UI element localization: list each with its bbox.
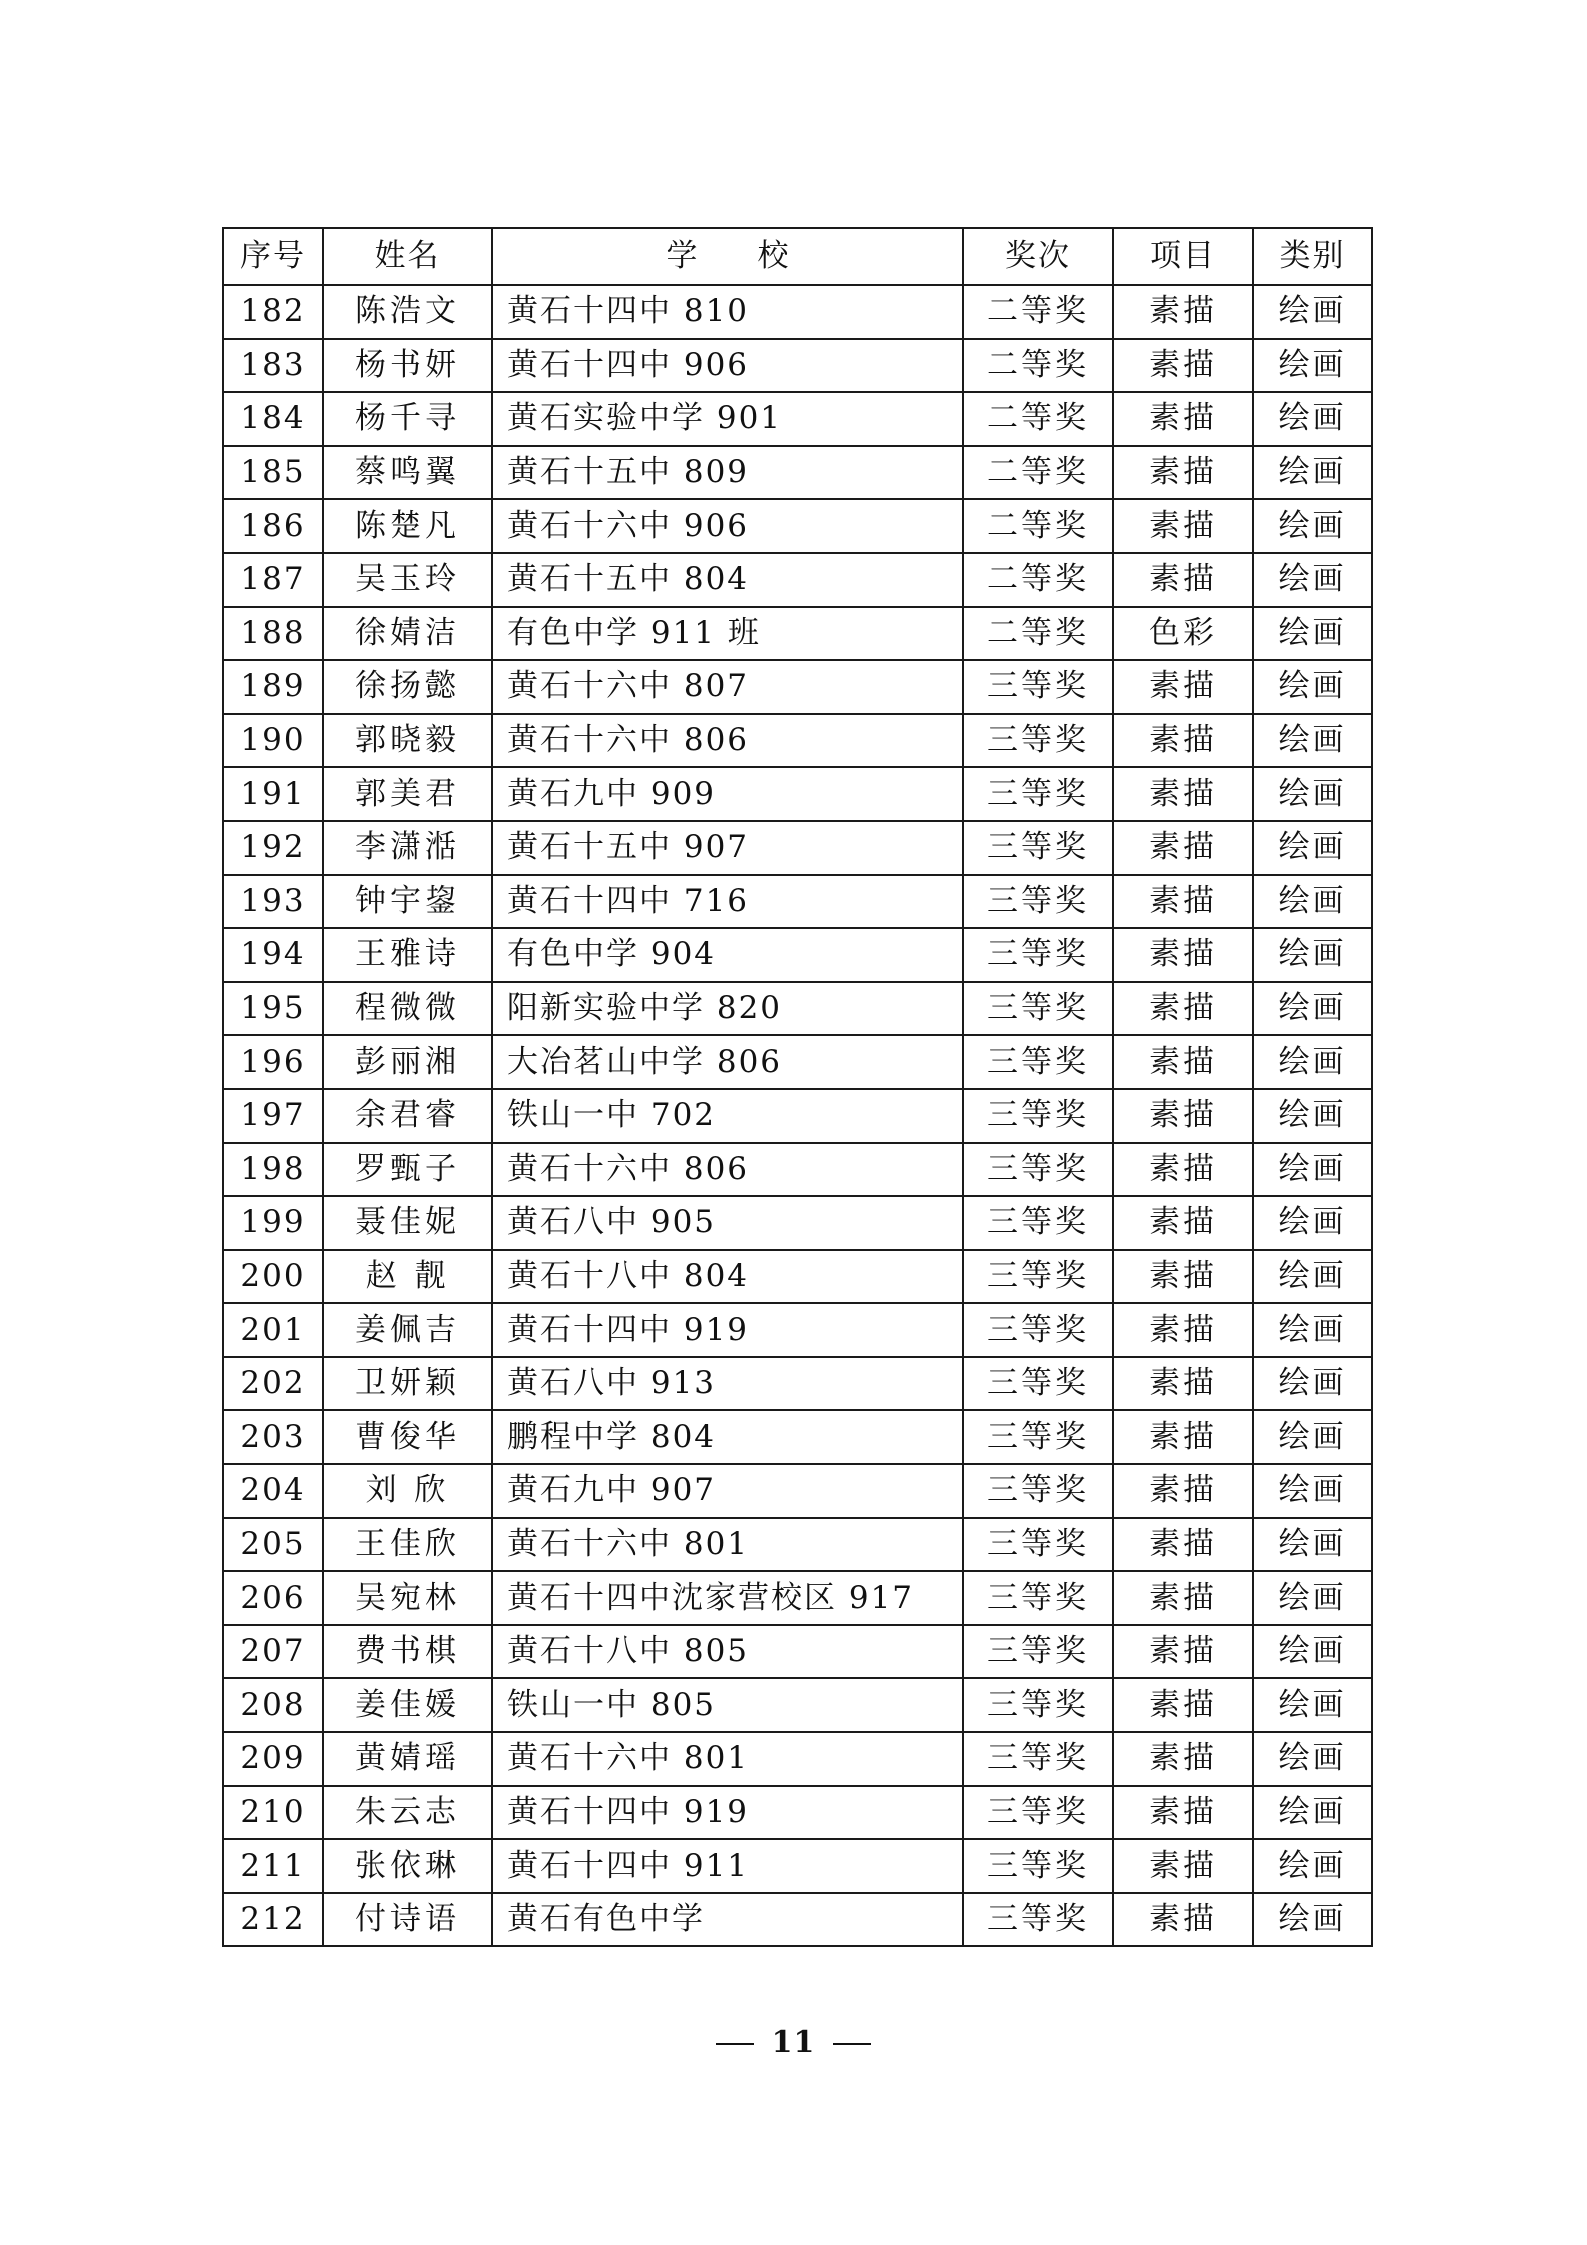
cell-category: 绘画 — [1253, 1893, 1372, 1947]
cell-item: 素描 — [1113, 553, 1253, 607]
cell-no: 196 — [223, 1035, 323, 1089]
cell-category: 绘画 — [1253, 1464, 1372, 1518]
cell-item: 素描 — [1113, 1035, 1253, 1089]
cell-category: 绘画 — [1253, 1303, 1372, 1357]
cell-name: 徐扬懿 — [323, 660, 492, 714]
cell-no: 206 — [223, 1571, 323, 1625]
cell-name: 徐婧洁 — [323, 607, 492, 661]
cell-no: 202 — [223, 1357, 323, 1411]
cell-school: 黄石十四中 906 — [492, 339, 963, 393]
table-header-row — [223, 228, 1372, 285]
table-row — [223, 1464, 1372, 1518]
cell-school: 黄石十五中 809 — [492, 446, 963, 500]
cell-category: 绘画 — [1253, 660, 1372, 714]
cell-name: 王雅诗 — [323, 928, 492, 982]
cell-award: 二等奖 — [963, 339, 1113, 393]
cell-name: 卫妍颖 — [323, 1357, 492, 1411]
cell-award: 三等奖 — [963, 1143, 1113, 1197]
cell-no: 209 — [223, 1732, 323, 1786]
cell-name: 陈浩文 — [323, 285, 492, 339]
cell-school: 黄石十四中 911 — [492, 1839, 963, 1893]
header-award: 奖次 — [963, 228, 1113, 285]
cell-category: 绘画 — [1253, 875, 1372, 929]
cell-no: 194 — [223, 928, 323, 982]
cell-name: 朱云志 — [323, 1786, 492, 1840]
cell-school: 黄石八中 905 — [492, 1196, 963, 1250]
cell-item: 素描 — [1113, 714, 1253, 768]
page-number — [0, 2025, 1587, 2060]
cell-no: 204 — [223, 1464, 323, 1518]
cell-no: 188 — [223, 607, 323, 661]
page-dash-right — [833, 2043, 871, 2045]
table-row — [223, 1839, 1372, 1893]
cell-item: 素描 — [1113, 982, 1253, 1036]
header-category: 类别 — [1253, 228, 1372, 285]
cell-category: 绘画 — [1253, 553, 1372, 607]
table-row — [223, 499, 1372, 553]
cell-category: 绘画 — [1253, 1732, 1372, 1786]
cell-no: 187 — [223, 553, 323, 607]
cell-name: 郭美君 — [323, 767, 492, 821]
cell-no: 198 — [223, 1143, 323, 1197]
cell-name: 程微微 — [323, 982, 492, 1036]
cell-school: 大冶茗山中学 806 — [492, 1035, 963, 1089]
cell-item: 素描 — [1113, 1250, 1253, 1304]
cell-school: 有色中学 904 — [492, 928, 963, 982]
cell-no: 200 — [223, 1250, 323, 1304]
table-row — [223, 1732, 1372, 1786]
cell-name: 郭晓毅 — [323, 714, 492, 768]
table-row — [223, 607, 1372, 661]
cell-category: 绘画 — [1253, 446, 1372, 500]
cell-item: 素描 — [1113, 767, 1253, 821]
cell-name: 刘 欣 — [323, 1464, 492, 1518]
cell-item: 素描 — [1113, 1089, 1253, 1143]
cell-school: 黄石十四中 919 — [492, 1303, 963, 1357]
table-row — [223, 875, 1372, 929]
cell-name: 李潇湉 — [323, 821, 492, 875]
cell-item: 素描 — [1113, 1464, 1253, 1518]
cell-item: 素描 — [1113, 821, 1253, 875]
cell-category: 绘画 — [1253, 714, 1372, 768]
cell-item: 素描 — [1113, 1678, 1253, 1732]
cell-category: 绘画 — [1253, 392, 1372, 446]
cell-award: 三等奖 — [963, 1571, 1113, 1625]
cell-award: 三等奖 — [963, 982, 1113, 1036]
cell-award: 三等奖 — [963, 875, 1113, 929]
cell-name: 钟宇鋆 — [323, 875, 492, 929]
cell-category: 绘画 — [1253, 1143, 1372, 1197]
cell-category: 绘画 — [1253, 1678, 1372, 1732]
cell-no: 211 — [223, 1839, 323, 1893]
cell-award: 三等奖 — [963, 767, 1113, 821]
cell-no: 205 — [223, 1518, 323, 1572]
table-row — [223, 982, 1372, 1036]
table-row — [223, 392, 1372, 446]
cell-award: 三等奖 — [963, 1089, 1113, 1143]
cell-name: 吴玉玲 — [323, 553, 492, 607]
cell-name: 杨书妍 — [323, 339, 492, 393]
cell-name: 赵 靓 — [323, 1250, 492, 1304]
cell-school: 黄石九中 909 — [492, 767, 963, 821]
cell-item: 素描 — [1113, 1196, 1253, 1250]
cell-name: 黄婧瑶 — [323, 1732, 492, 1786]
table-body — [223, 285, 1372, 1946]
cell-school: 黄石十六中 807 — [492, 660, 963, 714]
table-row — [223, 1143, 1372, 1197]
cell-category: 绘画 — [1253, 1786, 1372, 1840]
cell-name: 蔡鸣翼 — [323, 446, 492, 500]
cell-award: 三等奖 — [963, 1678, 1113, 1732]
cell-school: 黄石实验中学 901 — [492, 392, 963, 446]
cell-award: 三等奖 — [963, 1518, 1113, 1572]
cell-school: 黄石十五中 907 — [492, 821, 963, 875]
table-row — [223, 1250, 1372, 1304]
award-table — [222, 227, 1373, 1947]
header-name: 姓名 — [323, 228, 492, 285]
cell-item: 素描 — [1113, 1839, 1253, 1893]
cell-item: 素描 — [1113, 1357, 1253, 1411]
cell-item: 素描 — [1113, 660, 1253, 714]
cell-school: 黄石十五中 804 — [492, 553, 963, 607]
cell-name: 聂佳妮 — [323, 1196, 492, 1250]
cell-name: 彭丽湘 — [323, 1035, 492, 1089]
cell-name: 王佳欣 — [323, 1518, 492, 1572]
table-row — [223, 1518, 1372, 1572]
cell-no: 182 — [223, 285, 323, 339]
table-row — [223, 767, 1372, 821]
table-row — [223, 1678, 1372, 1732]
cell-no: 190 — [223, 714, 323, 768]
cell-school: 鹏程中学 804 — [492, 1410, 963, 1464]
cell-no: 201 — [223, 1303, 323, 1357]
cell-school: 黄石有色中学 — [492, 1893, 963, 1947]
cell-award: 二等奖 — [963, 607, 1113, 661]
cell-award: 三等奖 — [963, 1196, 1113, 1250]
cell-category: 绘画 — [1253, 1839, 1372, 1893]
cell-award: 三等奖 — [963, 1839, 1113, 1893]
page-number-text: 11 — [771, 2025, 816, 2060]
cell-category: 绘画 — [1253, 339, 1372, 393]
header-no: 序号 — [223, 228, 323, 285]
table-row — [223, 1893, 1372, 1947]
cell-school: 黄石十四中 810 — [492, 285, 963, 339]
cell-category: 绘画 — [1253, 1196, 1372, 1250]
cell-no: 208 — [223, 1678, 323, 1732]
cell-award: 三等奖 — [963, 1893, 1113, 1947]
cell-item: 素描 — [1113, 499, 1253, 553]
table-row — [223, 1089, 1372, 1143]
cell-school: 黄石九中 907 — [492, 1464, 963, 1518]
cell-category: 绘画 — [1253, 1571, 1372, 1625]
cell-school: 黄石十四中 919 — [492, 1786, 963, 1840]
page-dash-left — [716, 2043, 754, 2045]
cell-award: 二等奖 — [963, 392, 1113, 446]
cell-award: 三等奖 — [963, 714, 1113, 768]
cell-name: 陈楚凡 — [323, 499, 492, 553]
table-row — [223, 446, 1372, 500]
cell-category: 绘画 — [1253, 982, 1372, 1036]
cell-school: 黄石十六中 801 — [492, 1518, 963, 1572]
cell-no: 191 — [223, 767, 323, 821]
cell-name: 姜佳媛 — [323, 1678, 492, 1732]
cell-award: 三等奖 — [963, 1786, 1113, 1840]
cell-item: 素描 — [1113, 1143, 1253, 1197]
cell-no: 199 — [223, 1196, 323, 1250]
table-row — [223, 660, 1372, 714]
cell-school: 黄石十四中 716 — [492, 875, 963, 929]
cell-category: 绘画 — [1253, 499, 1372, 553]
cell-category: 绘画 — [1253, 821, 1372, 875]
cell-name: 余君睿 — [323, 1089, 492, 1143]
cell-school: 黄石十八中 805 — [492, 1625, 963, 1679]
cell-no: 212 — [223, 1893, 323, 1947]
cell-award: 三等奖 — [963, 821, 1113, 875]
cell-item: 素描 — [1113, 1786, 1253, 1840]
cell-no: 184 — [223, 392, 323, 446]
cell-school: 铁山一中 805 — [492, 1678, 963, 1732]
table-row — [223, 714, 1372, 768]
cell-award: 三等奖 — [963, 1464, 1113, 1518]
table-row — [223, 1625, 1372, 1679]
table-row — [223, 1357, 1372, 1411]
cell-award: 三等奖 — [963, 1410, 1113, 1464]
table-row — [223, 1410, 1372, 1464]
cell-no: 207 — [223, 1625, 323, 1679]
cell-award: 三等奖 — [963, 1625, 1113, 1679]
cell-award: 二等奖 — [963, 553, 1113, 607]
cell-item: 素描 — [1113, 339, 1253, 393]
cell-name: 付诗语 — [323, 1893, 492, 1947]
table-row — [223, 928, 1372, 982]
cell-item: 素描 — [1113, 1625, 1253, 1679]
cell-name: 杨千寻 — [323, 392, 492, 446]
cell-no: 195 — [223, 982, 323, 1036]
cell-item: 素描 — [1113, 1893, 1253, 1947]
cell-no: 183 — [223, 339, 323, 393]
cell-name: 费书棋 — [323, 1625, 492, 1679]
cell-no: 189 — [223, 660, 323, 714]
cell-school: 阳新实验中学 820 — [492, 982, 963, 1036]
cell-category: 绘画 — [1253, 1357, 1372, 1411]
cell-name: 曹俊华 — [323, 1410, 492, 1464]
cell-school: 黄石十六中 801 — [492, 1732, 963, 1786]
cell-school: 黄石十六中 806 — [492, 714, 963, 768]
cell-no: 193 — [223, 875, 323, 929]
cell-award: 三等奖 — [963, 928, 1113, 982]
cell-award: 二等奖 — [963, 446, 1113, 500]
cell-school: 黄石八中 913 — [492, 1357, 963, 1411]
cell-award: 二等奖 — [963, 285, 1113, 339]
table-row — [223, 553, 1372, 607]
cell-no: 210 — [223, 1786, 323, 1840]
cell-school: 黄石十六中 806 — [492, 1143, 963, 1197]
header-school: 学校 — [492, 228, 963, 285]
cell-school: 黄石十八中 804 — [492, 1250, 963, 1304]
cell-category: 绘画 — [1253, 928, 1372, 982]
cell-item: 素描 — [1113, 1732, 1253, 1786]
cell-category: 绘画 — [1253, 1518, 1372, 1572]
cell-item: 素描 — [1113, 1518, 1253, 1572]
cell-name: 吴宛林 — [323, 1571, 492, 1625]
table-row — [223, 1571, 1372, 1625]
cell-item: 素描 — [1113, 1303, 1253, 1357]
cell-award: 三等奖 — [963, 1357, 1113, 1411]
cell-school: 铁山一中 702 — [492, 1089, 963, 1143]
table-row — [223, 821, 1372, 875]
cell-item: 素描 — [1113, 392, 1253, 446]
cell-school: 有色中学 911 班 — [492, 607, 963, 661]
cell-name: 姜佩吉 — [323, 1303, 492, 1357]
cell-no: 192 — [223, 821, 323, 875]
cell-name: 罗甄子 — [323, 1143, 492, 1197]
cell-category: 绘画 — [1253, 767, 1372, 821]
table-row — [223, 1303, 1372, 1357]
cell-category: 绘画 — [1253, 1250, 1372, 1304]
table-row — [223, 1196, 1372, 1250]
cell-award: 三等奖 — [963, 660, 1113, 714]
table-row — [223, 1035, 1372, 1089]
cell-name: 张依琳 — [323, 1839, 492, 1893]
cell-item: 色彩 — [1113, 607, 1253, 661]
table-row — [223, 1786, 1372, 1840]
cell-award: 二等奖 — [963, 499, 1113, 553]
cell-category: 绘画 — [1253, 607, 1372, 661]
table-row — [223, 339, 1372, 393]
cell-category: 绘画 — [1253, 1035, 1372, 1089]
cell-category: 绘画 — [1253, 285, 1372, 339]
cell-item: 素描 — [1113, 1410, 1253, 1464]
cell-category: 绘画 — [1253, 1625, 1372, 1679]
cell-category: 绘画 — [1253, 1089, 1372, 1143]
cell-category: 绘画 — [1253, 1410, 1372, 1464]
cell-school: 黄石十六中 906 — [492, 499, 963, 553]
cell-no: 185 — [223, 446, 323, 500]
cell-award: 三等奖 — [963, 1303, 1113, 1357]
cell-award: 三等奖 — [963, 1732, 1113, 1786]
table-row — [223, 285, 1372, 339]
cell-award: 三等奖 — [963, 1250, 1113, 1304]
cell-no: 186 — [223, 499, 323, 553]
cell-award: 三等奖 — [963, 1035, 1113, 1089]
cell-item: 素描 — [1113, 285, 1253, 339]
header-item: 项目 — [1113, 228, 1253, 285]
cell-item: 素描 — [1113, 928, 1253, 982]
cell-no: 197 — [223, 1089, 323, 1143]
cell-item: 素描 — [1113, 875, 1253, 929]
cell-school: 黄石十四中沈家营校区 917 — [492, 1571, 963, 1625]
cell-no: 203 — [223, 1410, 323, 1464]
cell-item: 素描 — [1113, 1571, 1253, 1625]
cell-item: 素描 — [1113, 446, 1253, 500]
